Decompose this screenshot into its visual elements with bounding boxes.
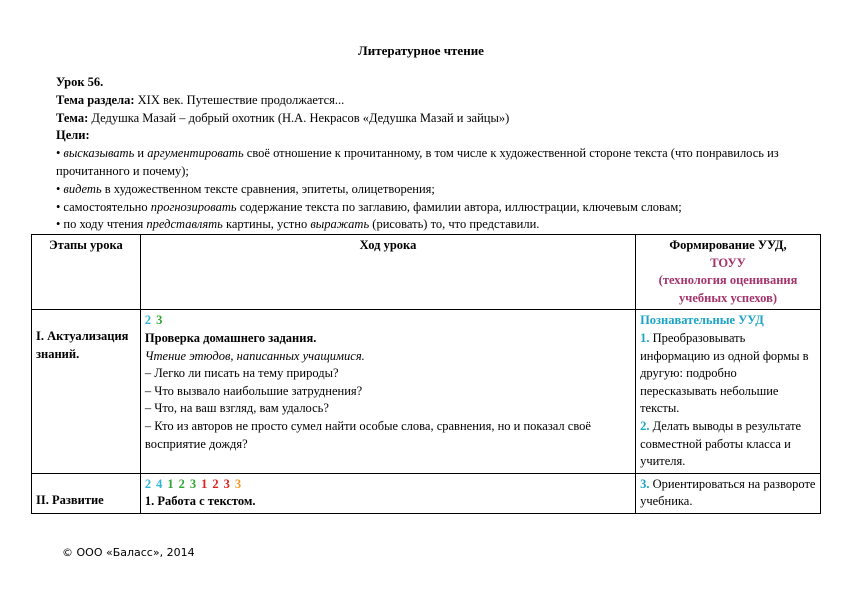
skill-number: 3: [189, 476, 197, 491]
task-heading: 1. Работа с текстом.: [144, 494, 256, 509]
skill-number: 4: [156, 476, 163, 491]
lesson-table: [31, 234, 821, 514]
task-italic: Чтение этюдов, написанных учащимися.: [144, 348, 365, 363]
header-uud-main: Формирование УУД,: [669, 238, 787, 252]
skill-number: 2: [144, 476, 152, 491]
lesson-number: Урок 56.: [56, 75, 104, 89]
skill-numbers: [145, 476, 631, 494]
table-row: [32, 310, 821, 473]
topic-value: Дедушка Мазай – добрый охотник (Н.А. Некрасов «Дедушка Мазай и зайцы»): [91, 110, 510, 125]
skill-number: 3: [223, 476, 230, 491]
lesson-header: [56, 74, 786, 234]
question-line: – Кто из авторов не просто сумел найти особые слова, сравнения, но и показал своё восприятие дождя?: [144, 418, 591, 451]
skill-numbers: [145, 312, 631, 330]
stage-cell: II. Развитие: [32, 473, 141, 513]
skill-number: 2: [144, 313, 152, 328]
skill-number: 2: [178, 476, 185, 491]
uud-title: Познавательные УУД: [640, 313, 764, 328]
copyright-footer: © ООО «Баласс», 2014: [62, 546, 195, 559]
section-label: Тема раздела:: [56, 92, 135, 107]
goal-item: • видеть в художественном тексте сравнения, эпитеты, олицетворения;: [56, 181, 786, 199]
question-line: – Что вызвало наибольшие затруднения?: [144, 383, 363, 398]
header-touu: ТОУУ: [710, 255, 746, 270]
uud-cell: [636, 310, 821, 473]
header-stages: Этапы урока: [32, 235, 141, 310]
question-line: – Что, на ваш взгляд, вам удалось?: [144, 401, 329, 416]
header-touu-desc: (технология оценивания учебных успехов): [658, 273, 798, 305]
topic-label: Тема:: [56, 110, 89, 125]
section-value: XIX век. Путешествие продолжается...: [137, 92, 345, 107]
skill-number: 2: [212, 476, 219, 491]
skill-number: 1: [201, 476, 208, 491]
table-row: [32, 473, 821, 513]
header-uud: [636, 235, 821, 310]
uud-cell: [636, 473, 821, 513]
question-line: – Легко ли писать на тему природы?: [144, 366, 339, 381]
goal-item: • самостоятельно прогнозировать содержание текста по заглавию, фамилии автора, иллюстрации, ключевым словам;: [56, 199, 786, 217]
goal-item: • по ходу чтения представлять картины, устно выражать (рисовать) то, что представили.: [56, 216, 786, 234]
section-line: [56, 92, 786, 110]
header-progress: Ход урока: [140, 235, 635, 310]
goals-label: Цели:: [56, 128, 90, 143]
task-heading: Проверка домашнего задания.: [144, 330, 317, 345]
topic-line: [56, 110, 786, 128]
table-header-row: [32, 235, 821, 310]
progress-cell: [140, 310, 635, 473]
skill-number: 1: [167, 476, 174, 491]
document-title: Литературное чтение: [358, 43, 484, 58]
uud-item: 3. Ориентироваться на развороте учебника.: [640, 476, 816, 509]
uud-item: 2. Делать выводы в результате совместной работы класса и учителя.: [640, 418, 802, 469]
skill-number: 3: [234, 476, 242, 491]
progress-cell: [140, 473, 635, 513]
uud-item: 1. Преобразовывать информацию из одной формы в другую: подробно пересказывать небольшие тексты.: [640, 330, 809, 416]
stage-cell: I. Актуализация знаний.: [32, 310, 141, 473]
goal-item: • высказывать и аргументировать своё отношение к прочитанному, в том числе к художественной стороне текста (что понравилось из прочитанного и почему);: [56, 145, 786, 181]
skill-number: 3: [156, 313, 163, 328]
